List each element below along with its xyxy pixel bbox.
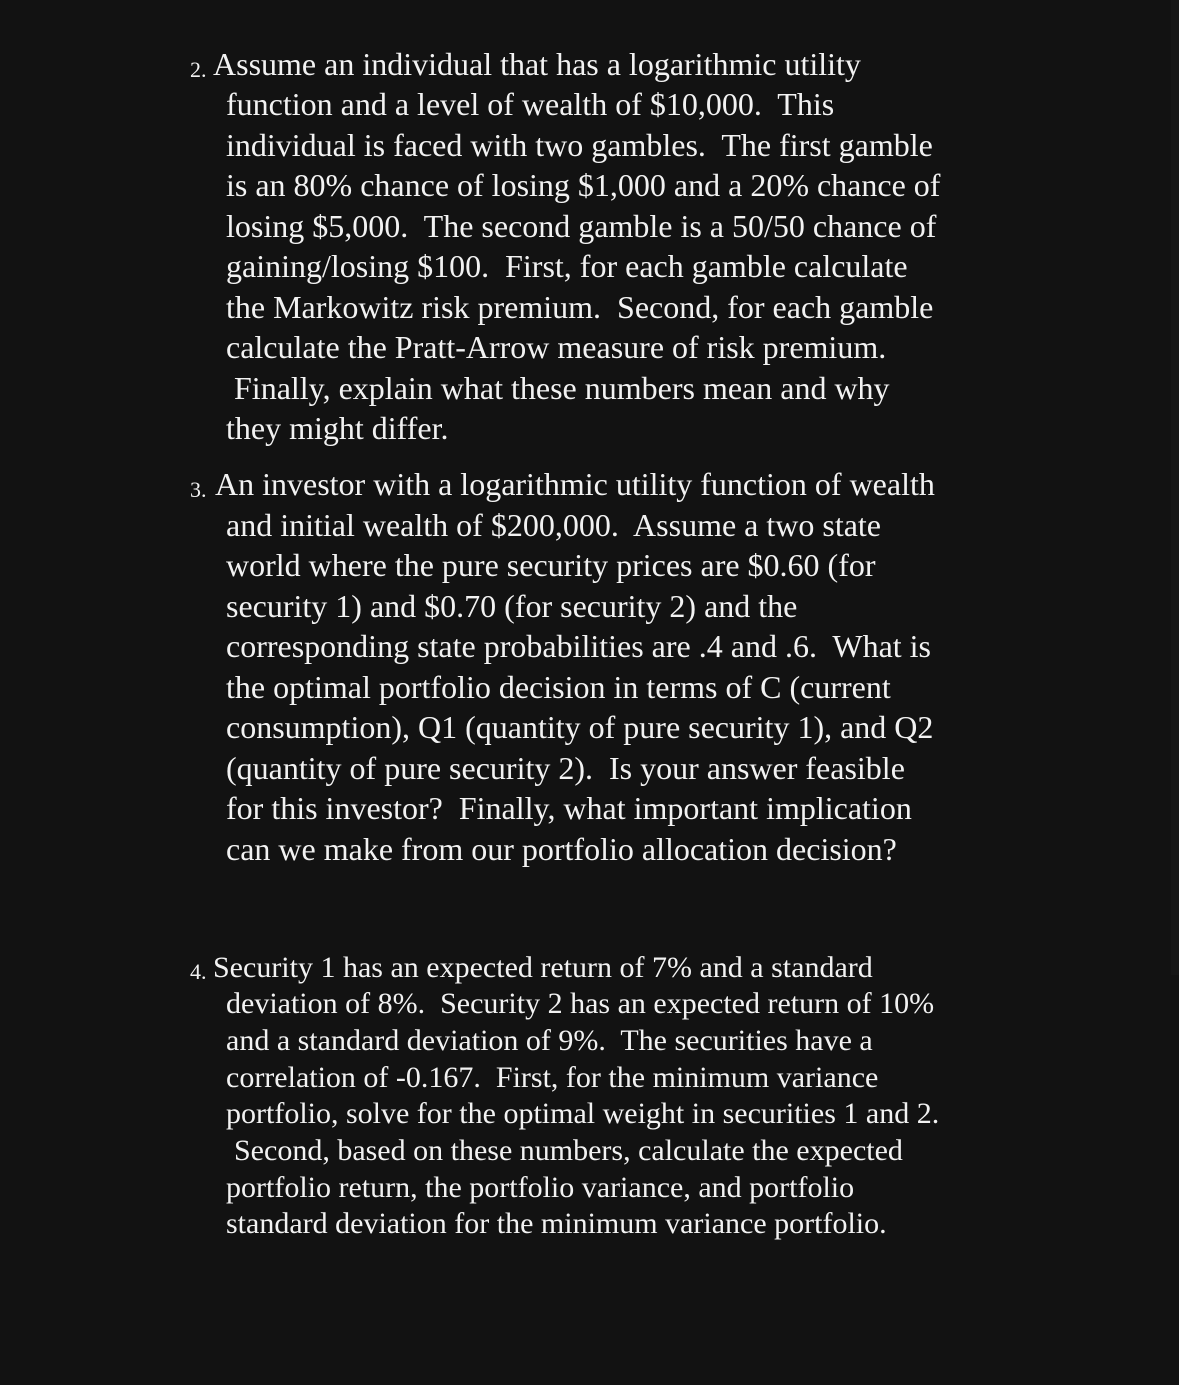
question-text-line: portfolio, solve for the optimal weight in securities 1 and 2. [226, 1097, 940, 1130]
question-number: 4. [190, 959, 207, 984]
question-text-line: Assume an individual that has a logarithmic utility [213, 46, 861, 82]
question-text-line: the optimal portfolio decision in terms of C (current [226, 669, 891, 705]
question-text-line: consumption), Q1 (quantity of pure security 1), and Q2 [226, 709, 934, 745]
scrollbar-track [1171, 0, 1179, 975]
question-text-line: An investor with a logarithmic utility function of wealth [215, 466, 935, 502]
question-text-line: (quantity of pure security 2). Is your answer feasible [226, 750, 905, 786]
question-text-line: deviation of 8%. Security 2 has an expected return of 10% [226, 987, 935, 1020]
question-text-line: correlation of -0.167. First, for the minimum variance [226, 1061, 879, 1094]
question-text-line: can we make from our portfolio allocation decision? [226, 831, 897, 867]
question-text-line: is an 80% chance of losing $1,000 and a 20% chance of [226, 167, 941, 203]
question-text-line: and initial wealth of $200,000. Assume a two state [226, 507, 881, 543]
question-text-line: standard deviation for the minimum variance portfolio. [226, 1207, 887, 1240]
question-text-line: portfolio return, the portfolio variance, and portfolio [226, 1171, 855, 1204]
question-text-line: function and a level of wealth of $10,000. This [226, 86, 835, 122]
question-text-line: gaining/losing $100. First, for each gamble calculate [226, 248, 908, 284]
question-text-line: individual is faced with two gambles. The first gamble [226, 127, 933, 163]
question-text-line: for this investor? Finally, what important implication [226, 790, 912, 826]
question-text-line: and a standard deviation of 9%. The securities have a [226, 1024, 873, 1057]
question-text-line: Finally, explain what these numbers mean and why [234, 370, 890, 406]
question-text-line: losing $5,000. The second gamble is a 50/50 chance of [226, 208, 937, 244]
question-text-line: the Markowitz risk premium. Second, for each gamble [226, 289, 934, 325]
question-number: 2. [190, 57, 207, 82]
question-text-line: security 1) and $0.70 (for security 2) and the [226, 588, 798, 624]
question-number: 3. [190, 477, 207, 502]
question-text-line: Security 1 has an expected return of 7% and a standard [213, 951, 873, 984]
question-text-line: Second, based on these numbers, calculate the expected [234, 1134, 903, 1167]
question-text-line: world where the pure security prices are $0.60 (for [226, 547, 876, 583]
question-text-line: corresponding state probabilities are .4 and .6. What is [226, 628, 931, 664]
question-text-line: calculate the Pratt-Arrow measure of risk premium. [226, 329, 887, 365]
question-text-line: they might differ. [226, 410, 449, 446]
